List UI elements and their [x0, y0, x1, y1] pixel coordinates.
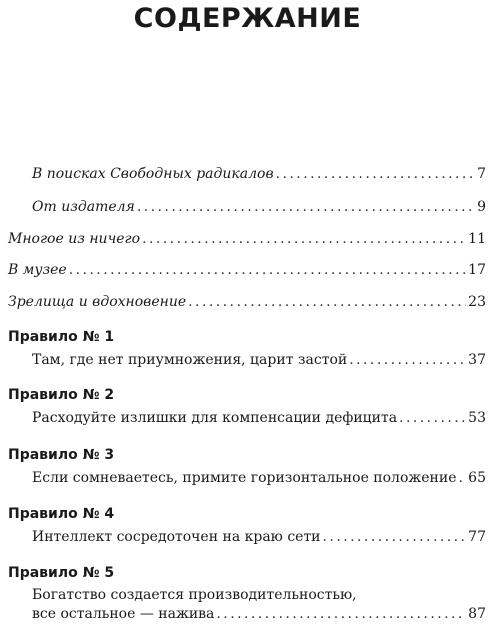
toc-entry-title: От издателя — [32, 199, 135, 215]
toc-entry[interactable] — [32, 527, 486, 547]
toc-leader-dots — [142, 229, 466, 249]
toc-leader-dots — [137, 197, 475, 217]
toc-entry[interactable] — [32, 164, 486, 184]
toc-entry[interactable] — [32, 197, 486, 217]
toc-entry[interactable] — [32, 604, 486, 624]
rule-heading: Правило № 5 — [8, 565, 115, 581]
toc-entry-page: 17 — [468, 262, 486, 278]
toc-leader-dots — [349, 350, 466, 370]
toc-leader-dots — [188, 292, 466, 312]
rule-heading: Правило № 2 — [8, 387, 115, 403]
rule-heading: Правило № 1 — [8, 329, 115, 345]
toc-leader-dots — [459, 468, 467, 488]
toc-entry[interactable] — [8, 229, 486, 249]
page-title: СОДЕРЖАНИЕ — [133, 3, 362, 34]
toc-entry-title: Там, где нет приумножения, царит застой — [32, 352, 348, 368]
toc-entry-page: 11 — [468, 231, 486, 247]
toc-entry-page: 53 — [468, 410, 486, 426]
toc-leader-dots — [216, 604, 466, 624]
rule-heading: Правило № 3 — [8, 447, 115, 463]
toc-leader-dots — [276, 164, 475, 184]
toc-entry-page: 87 — [468, 606, 486, 622]
toc-entry[interactable] — [32, 468, 486, 488]
toc-entry-page: 77 — [468, 529, 486, 545]
toc-entry-title: В поисках Свободных радикалов — [32, 166, 274, 182]
toc-entry-page: 23 — [468, 294, 486, 310]
toc-leader-dots — [323, 527, 467, 547]
toc-entry-title: В музее — [8, 262, 67, 278]
toc-entry[interactable] — [8, 292, 486, 312]
toc-entry-title-line1: Богатство создается производительностью, — [32, 587, 357, 603]
toc-leader-dots — [399, 408, 466, 428]
toc-entry-title: Если сомневаетесь, примите горизонтальное положение — [32, 470, 457, 486]
toc-entry-title: Зрелища и вдохновение — [8, 294, 187, 310]
toc-entry-title: Расходуйте излишки для компенсации дефицита — [32, 410, 398, 426]
toc-entry[interactable] — [32, 408, 486, 428]
toc-entry[interactable] — [32, 350, 486, 370]
rule-heading: Правило № 4 — [8, 506, 115, 522]
toc-entry-title: Многое из ничего — [8, 231, 141, 247]
toc-entry-page: 9 — [477, 199, 486, 215]
toc-entry-page: 65 — [468, 470, 486, 486]
toc-entry[interactable] — [8, 260, 486, 280]
toc-entry-page: 7 — [477, 166, 486, 182]
toc-entry-page: 37 — [468, 352, 486, 368]
toc-entry-title: все остальное — нажива — [32, 606, 215, 622]
toc-leader-dots — [69, 260, 466, 280]
toc-entry-title: Интеллект сосредоточен на краю сети — [32, 529, 321, 545]
